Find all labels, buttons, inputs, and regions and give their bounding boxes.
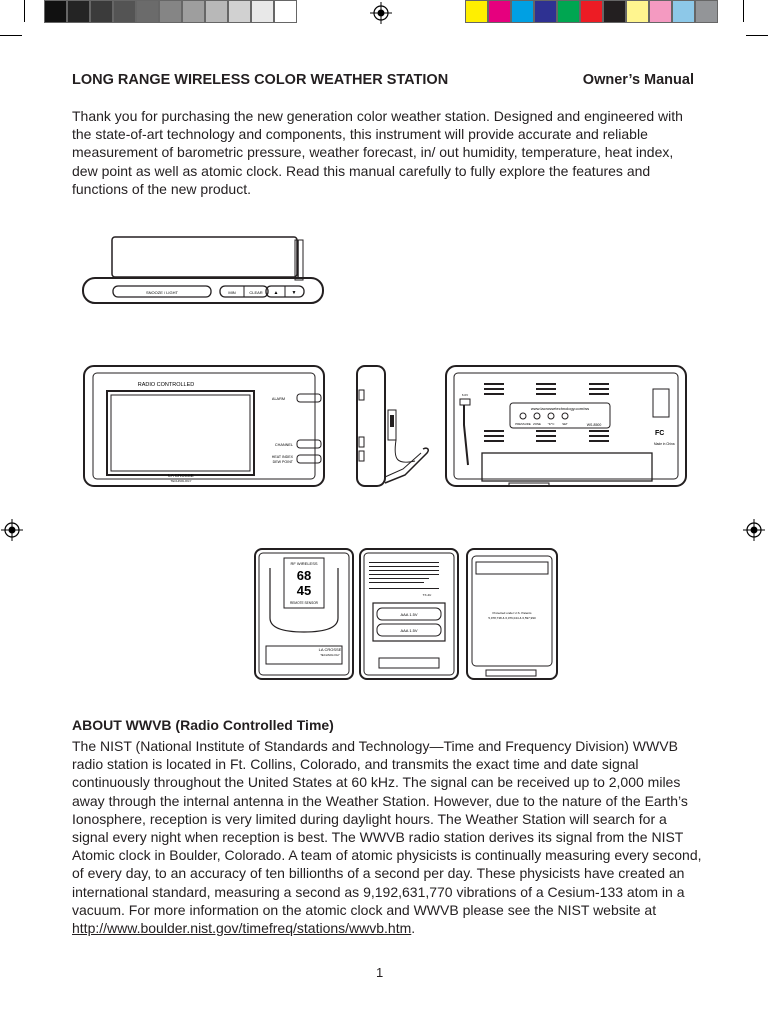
min-max-button-label: MIN — [228, 290, 236, 295]
battery-2-label: AAA 1.5V — [400, 628, 418, 633]
svg-text:▼: ▼ — [291, 290, 297, 296]
sensor-front-view-figure — [254, 548, 354, 680]
registration-mark-icon — [370, 2, 392, 24]
made-in-label: Made in China — [654, 442, 675, 446]
model-label: WS-8500 — [586, 423, 602, 427]
website-label: www.lacrossetechnology.com/ws — [530, 406, 590, 411]
color-swatch — [626, 0, 649, 23]
color-swatch — [603, 0, 626, 23]
color-swatch — [90, 0, 113, 23]
about-heading: ABOUT WWVB (Radio Controlled Time) — [72, 717, 334, 733]
dew-point-label: DEW POINT — [272, 460, 293, 464]
color-swatch — [67, 0, 90, 23]
manual-header — [72, 72, 694, 88]
station-front-view-figure — [83, 365, 328, 490]
sensor-temperature-value: 68 — [296, 568, 312, 583]
station-side-view-figure — [355, 365, 435, 490]
dc-input-label: 6.0V — [461, 393, 469, 397]
document-type: Owner’s Manual — [582, 72, 694, 88]
color-swatch — [465, 0, 488, 23]
back-button-label: °F/°C — [547, 422, 555, 426]
color-swatch — [534, 0, 557, 23]
color-swatch — [580, 0, 603, 23]
station-back-view-figure — [444, 365, 688, 490]
alarm-label: ALARM — [271, 397, 285, 401]
sensor-battery-view-figure — [359, 548, 459, 680]
fcc-logo: FC — [655, 430, 665, 437]
color-swatch — [182, 0, 205, 23]
brand-sub-text: TECHNOLOGY — [170, 479, 192, 483]
channel-label: CHANNEL — [274, 443, 293, 447]
color-swatch — [511, 0, 534, 23]
patent-line-1: Protected under U.S. Patents — [492, 611, 532, 615]
nist-website-link[interactable]: http://www.boulder.nist.gov/timefreq/stations/wwvb.htm — [72, 920, 412, 937]
color-swatch — [488, 0, 511, 23]
crop-mark — [743, 0, 744, 22]
color-swatch — [274, 0, 297, 23]
clear-button-label: CLEAR — [249, 290, 263, 295]
back-button-label: PRESSURE — [515, 422, 531, 426]
color-swatch — [136, 0, 159, 23]
radio-controlled-label: RADIO CONTROLLED — [137, 382, 195, 388]
station-top-view-figure — [80, 232, 325, 310]
color-swatch — [695, 0, 718, 23]
about-paragraph — [72, 737, 702, 937]
heat-index-label: HEAT INDEX — [271, 455, 293, 459]
sensor-back-view-figure — [466, 548, 559, 680]
crop-mark — [24, 0, 25, 22]
intro-paragraph: Thank you for purchasing the new generation color weather station. Designed and engineered with the state-of-art technology and components, this instrument will provide accurate and reliable measurement of barometric pressure, weather forecast, in/ out humidity, temperature, heat index, dew point as well as atomic clock. Read this manual carefully to fully explore the features and functions of the new product. — [72, 108, 683, 197]
sensor-brand-text: LA CROSSE — [318, 647, 342, 652]
color-swatch — [205, 0, 228, 23]
page-number: 1 — [376, 965, 384, 980]
svg-text:▲: ▲ — [273, 290, 279, 296]
color-swatch — [159, 0, 182, 23]
color-swatch — [251, 0, 274, 23]
patent-line-2: 5,978,738 & 6,076,044 & 6,597,990 — [488, 616, 536, 620]
color-swatch — [113, 0, 136, 23]
grayscale-color-bar — [44, 0, 297, 24]
color-swatch — [228, 0, 251, 23]
sensor-model-label: TX-4U — [422, 593, 432, 597]
about-tail: . — [411, 920, 416, 937]
sensor-rf-label: RF WIRELESS — [290, 561, 318, 566]
back-button-label: SET — [562, 422, 568, 426]
color-swatch — [557, 0, 580, 23]
brand-logo-text: LA CROSSE — [168, 473, 194, 478]
sensor-sub-label: REMOTE SENSOR — [290, 601, 318, 605]
color-swatch — [672, 0, 695, 23]
registration-mark-icon — [1, 519, 23, 541]
battery-1-label: AAA 1.5V — [400, 612, 418, 617]
snooze-button-label: SNOOZE / LIGHT — [145, 290, 179, 295]
sensor-brand-sub-text: TECHNOLOGY — [320, 653, 340, 657]
back-button-label: ZONE — [533, 422, 541, 426]
color-swatch — [44, 0, 67, 23]
crop-mark — [0, 35, 22, 36]
registration-mark-icon — [743, 519, 765, 541]
crop-mark — [746, 35, 768, 36]
process-color-bar — [465, 0, 718, 24]
color-swatch — [649, 0, 672, 23]
sensor-humidity-value: 45 — [296, 583, 312, 598]
about-body-text: The NIST (National Institute of Standards and Technology—Time and Frequency Division) WWVB radio station is located in Ft. Collins, Colorado, and transmits the exact time and date signal continuously throughout the United States at 60 kHz. The signal can be received up to 2,000 miles away through the internal antenna in the Weather Station. However, due to the nature of the Earth’s Ionosphere, reception is very limited during daylight hours. The Weather Station will search for a signal every night when reception is best. The WWVB radio station derives its signal from the NIST Atomic clock in Boulder, Colorado. A team of atomic physicists is continually measuring every second, of every day, to an accuracy of ten billionths of a second per day. These physicists have created an international standard, measuring a second as 9,192,631,770 vibrations of a Cesium-133 atom in a vacuum. For more information on the atomic clock and WWVB please see the NIST website at — [72, 738, 702, 918]
document-title: LONG RANGE WIRELESS COLOR WEATHER STATION — [72, 72, 449, 88]
